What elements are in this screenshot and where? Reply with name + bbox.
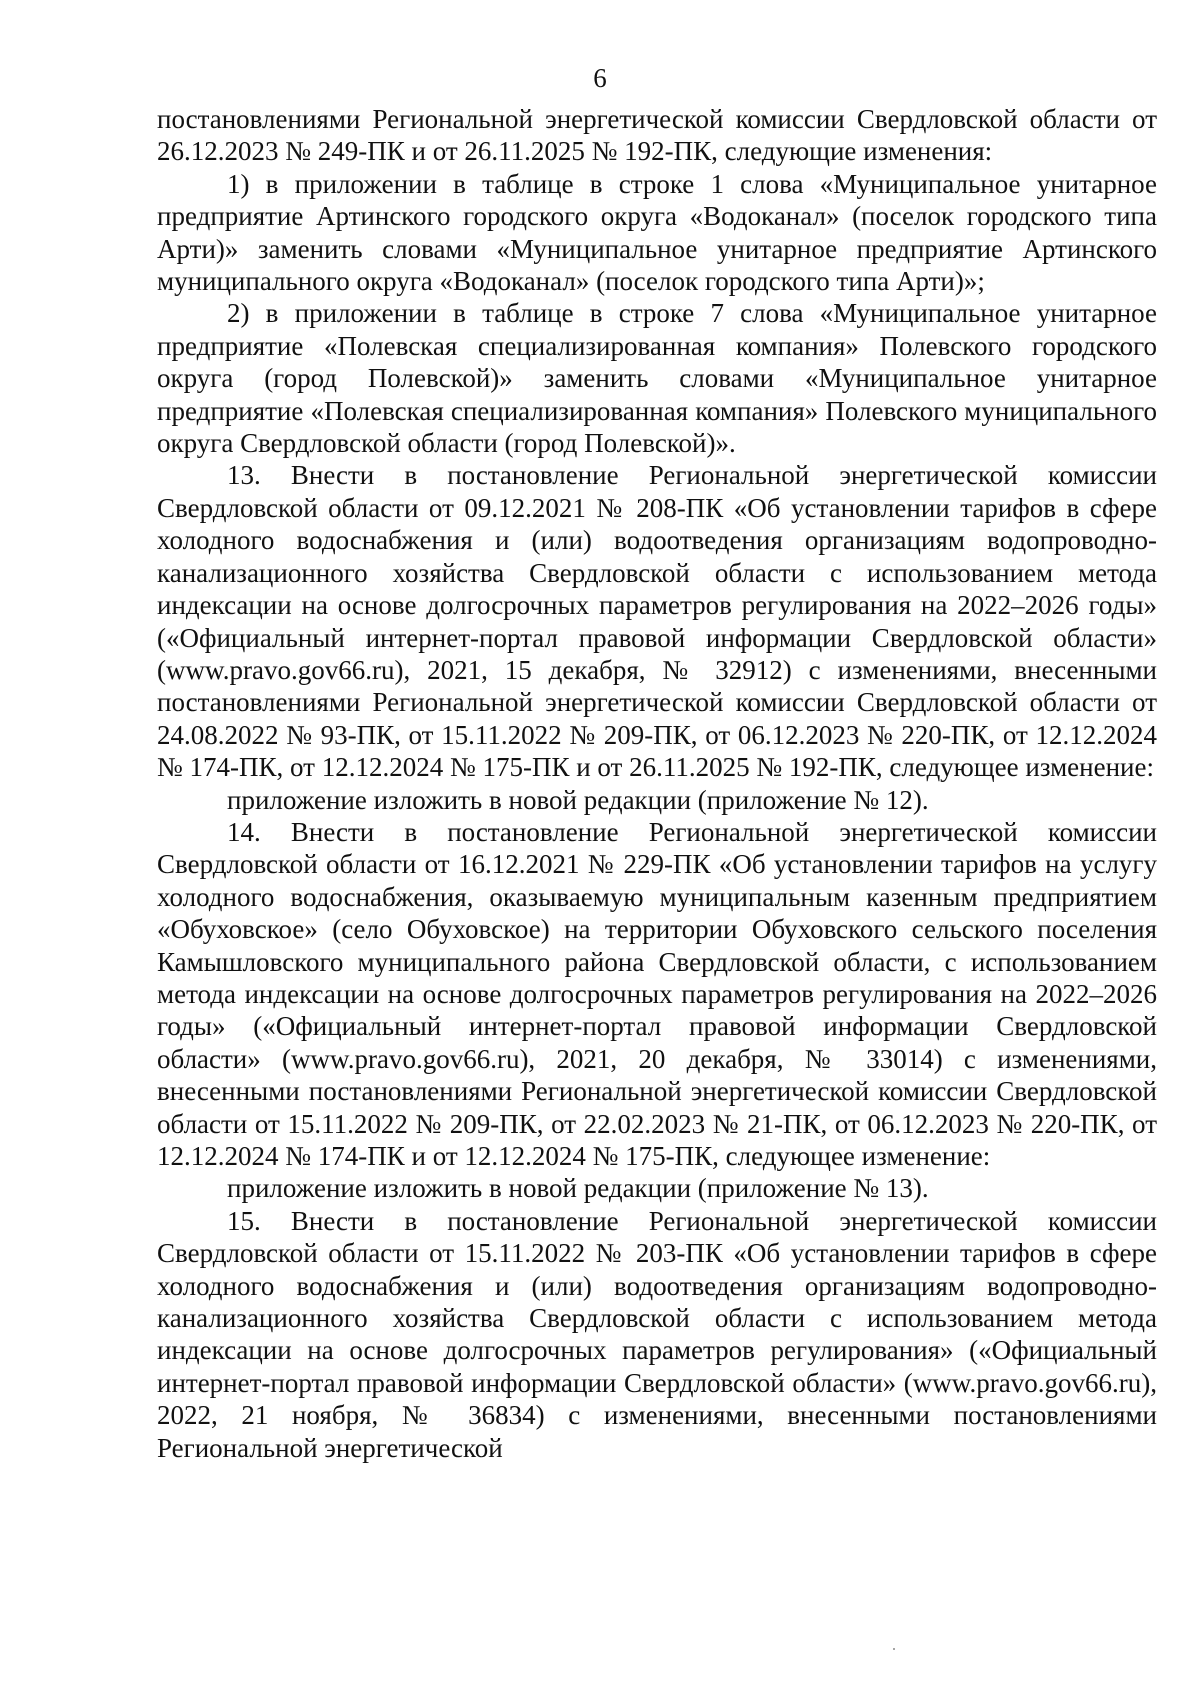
paragraph-clause-15: 15. Внести в постановление Региональной энергетической комиссии Свердловской области от 15.11.2022 № 203-ПК «Об установлении тарифов в сфере холодного водоснабжения и (или) водоотведения организациям водопроводно-канализационного хозяйства Свердловской области с использованием метода индексации на основе долгосрочных параметров регулирования» («Официальный интернет-портал правовой информации Свердловской области» (www.pravo.gov66.ru), 2022, 21 ноября, № 36834) с изменениями, внесенными постановлениями Региональной энергетической (157, 1205, 1157, 1463)
paragraph-item-2: 2) в приложении в таблице в строке 7 слова «Муниципальное унитарное предприятие «Полевская специализированная компания» Полевского городского округа (город Полевской)» заменить словами «Муниципальное унитарное предприятие «Полевская специализированная компания» Полевского муниципального округа Свердловской области (город Полевской)». (157, 298, 1157, 459)
scan-speck (893, 1648, 895, 1650)
paragraph-clause-13-change: приложение изложить в новой редакции (приложение № 12). (227, 784, 929, 815)
paragraph-item-1: 1) в приложении в таблице в строке 1 слова «Муниципальное унитарное предприятие Артинского городского округа «Водоканал» (поселок городского типа Арти)» заменить словами «Муниципальное унитарное предприятие Артинского муниципального округа «Водоканал» (поселок городского типа Арти)»; (157, 168, 1157, 297)
paragraph-clause-13: 13. Внести в постановление Региональной энергетической комиссии Свердловской области от 09.12.2021 № 208-ПК «Об установлении тарифов в сфере холодного водоснабжения и (или) водоотведения организациям водопроводно-канализационного хозяйства Свердловской области с использованием метода индексации на основе долгосрочных параметров регулирования на 2022–2026 годы» («Официальный интернет-портал правовой информации Свердловской области» (www.pravo.gov66.ru), 2021, 15 декабря, № 32912) с изменениями, внесенными постановлениями Региональной энергетической комиссии Свердловской области от 24.08.2022 № 93-ПК, от 15.11.2022 № 209-ПК, от 06.12.2023 № 220-ПК, от 12.12.2024 № 174-ПК, от 12.12.2024 № 175-ПК и от 26.11.2025 № 192-ПК, следующее изменение: (157, 460, 1157, 783)
document-body (157, 103, 1157, 1464)
page-number: 6 (593, 63, 607, 93)
paragraph-continuation: постановлениями Региональной энергетической комиссии Свердловской области от 26.12.2023 № 249-ПК и от 26.11.2025 № 192-ПК, следующие изменения: (157, 104, 1157, 167)
paragraph-clause-14-change: приложение изложить в новой редакции (приложение № 13). (227, 1173, 929, 1204)
paragraph-clause-14: 14. Внести в постановление Региональной энергетической комиссии Свердловской области от 16.12.2021 № 229-ПК «Об установлении тарифов на услугу холодного водоснабжения, оказываемую муниципальным казенным предприятием «Обуховское» (село Обуховское) на территории Обуховского сельского поселения Камышловского муниципального района Свердловской области, с использованием метода индексации на основе долгосрочных параметров регулирования на 2022–2026 годы» («Официальный интернет-портал правовой информации Свердловской области» (www.pravo.gov66.ru), 2021, 20 декабря, № 33014) с изменениями, внесенными постановлениями Региональной энергетической комиссии Свердловской области от 15.11.2022 № 209-ПК, от 22.02.2023 № 21-ПК, от 06.12.2023 № 220-ПК, от 12.12.2024 № 174-ПК и от 12.12.2024 № 175-ПК, следующее изменение: (157, 816, 1157, 1171)
